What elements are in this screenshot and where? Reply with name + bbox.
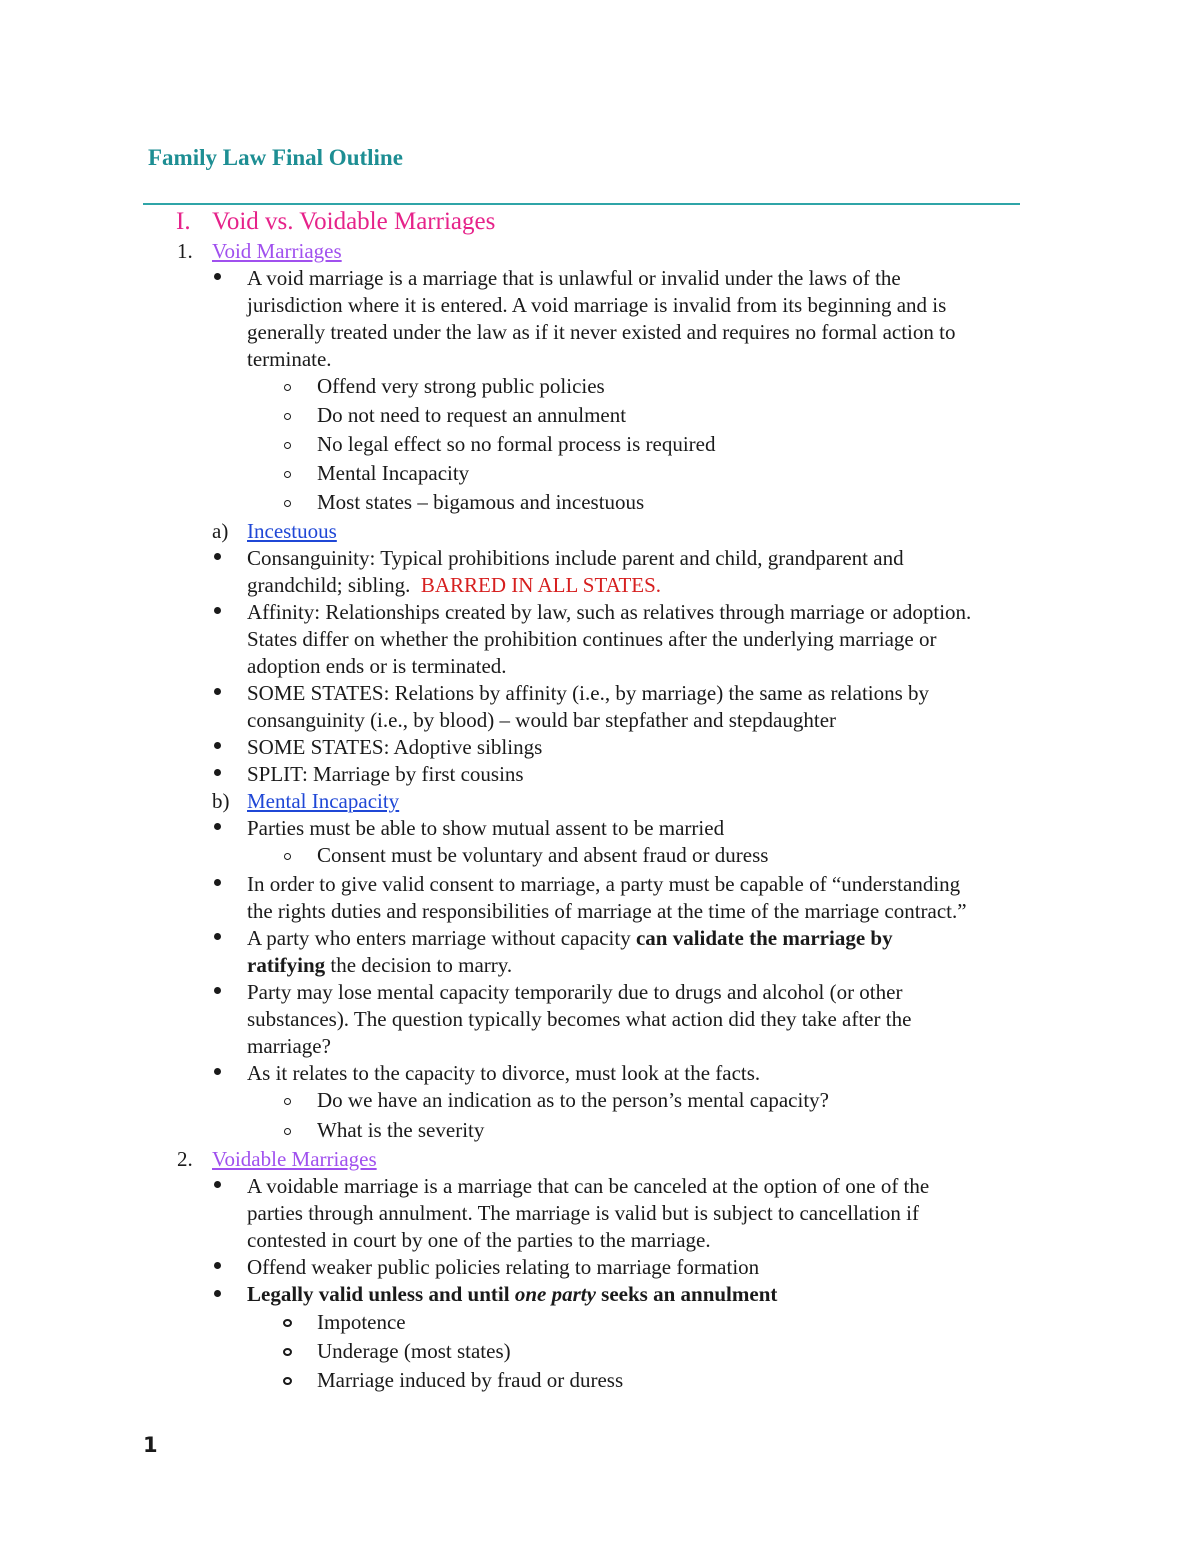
ratify-bold-text: can validate the marriage by bbox=[635, 926, 893, 950]
title-rule bbox=[143, 203, 1020, 205]
circle-bullet-icon bbox=[283, 1319, 292, 1327]
consanguinity-text: grandchild; sibling. bbox=[247, 573, 411, 597]
incestuous-heading-link[interactable]: Incestuous bbox=[247, 519, 337, 543]
mutual-assent-item: Parties must be able to show mutual assent to be married bbox=[247, 816, 725, 840]
mental-heading-link[interactable]: Mental Incapacity bbox=[247, 789, 400, 813]
circle-bullet-icon bbox=[284, 384, 291, 391]
drugs-line: Party may lose mental capacity temporarily due to drugs and alcohol (or other bbox=[247, 980, 903, 1004]
ratify-line bbox=[247, 925, 893, 952]
bullet-icon bbox=[214, 273, 221, 280]
void-sub-item: Offend very strong public policies bbox=[317, 374, 605, 398]
first-cousins-item: SPLIT: Marriage by first cousins bbox=[247, 762, 524, 786]
consanguinity-line: Consanguinity: Typical prohibitions include parent and child, grandparent and bbox=[247, 546, 904, 570]
one-party-text: one party bbox=[514, 1282, 596, 1306]
void-def-line: jurisdiction where it is entered. A void marriage is invalid from its beginning and is bbox=[247, 293, 947, 317]
weaker-policies-item: Offend weaker public policies relating to marriage formation bbox=[247, 1255, 760, 1279]
void-sub-item: Do not need to request an annulment bbox=[317, 403, 627, 427]
circle-bullet-icon bbox=[284, 1128, 291, 1135]
consanguinity-line bbox=[247, 572, 661, 599]
circle-bullet-icon bbox=[284, 413, 291, 420]
consent-sub-item: Consent must be voluntary and absent fraud or duress bbox=[317, 843, 769, 867]
seeks-annulment-text: seeks an annulment bbox=[601, 1282, 778, 1306]
voidable-def-line: contested in court by one of the parties to the marriage. bbox=[247, 1228, 711, 1252]
voidable-def-line: parties through annulment. The marriage is valid but is subject to cancellation if bbox=[247, 1201, 920, 1225]
circle-bullet-icon bbox=[283, 1348, 292, 1356]
void-def-line: generally treated under the law as if it never existed and requires no formal action to bbox=[247, 320, 956, 344]
incestuous-letter: a) bbox=[212, 519, 229, 543]
void-def-line: terminate. bbox=[247, 347, 332, 371]
bullet-icon bbox=[214, 1290, 221, 1297]
void-sub-item: Mental Incapacity bbox=[317, 461, 470, 485]
bullet-icon bbox=[214, 769, 221, 776]
affinity-line: Affinity: Relationships created by law, such as relatives through marriage or adoption. bbox=[247, 600, 972, 624]
void-sub-item: No legal effect so no formal process is required bbox=[317, 432, 716, 456]
ratifying-bold-text: ratifying bbox=[247, 953, 326, 977]
legally-valid-text: Legally valid unless and until bbox=[247, 1282, 510, 1306]
divorce-capacity-item: As it relates to the capacity to divorce, must look at the facts. bbox=[247, 1061, 761, 1085]
bullet-icon bbox=[214, 688, 221, 695]
valid-consent-line: the rights duties and responsibilities of marriage at the time of the marriage contract.” bbox=[247, 899, 967, 923]
divorce-sub-item: Do we have an indication as to the person’s mental capacity? bbox=[317, 1088, 829, 1112]
circle-bullet-icon bbox=[283, 1377, 292, 1385]
bullet-icon bbox=[214, 1262, 221, 1269]
some-states-line: consanguinity (i.e., by blood) – would bar stepfather and stepdaughter bbox=[247, 708, 837, 732]
barred-all-states-note: BARRED IN ALL STATES. bbox=[420, 573, 662, 597]
circle-bullet-icon bbox=[284, 500, 291, 507]
page-number: 1 bbox=[143, 1433, 158, 1457]
legally-valid-item bbox=[247, 1281, 777, 1308]
ratify-line bbox=[247, 952, 512, 979]
adoptive-siblings-item: SOME STATES: Adoptive siblings bbox=[247, 735, 543, 759]
bullet-icon bbox=[214, 553, 221, 560]
some-states-line: SOME STATES: Relations by affinity (i.e., by marriage) the same as relations by bbox=[247, 681, 930, 705]
affinity-line: States differ on whether the prohibition continues after the underlying marriage or bbox=[247, 627, 937, 651]
affinity-line: adoption ends or is terminated. bbox=[247, 654, 507, 678]
section-title: Void vs. Voidable Marriages bbox=[212, 208, 496, 235]
document-title: Family Law Final Outline bbox=[148, 145, 403, 170]
bullet-icon bbox=[214, 1181, 221, 1188]
bullet-icon bbox=[214, 987, 221, 994]
voidable-heading-link[interactable]: Voidable Marriages bbox=[212, 1147, 377, 1171]
section-number: I. bbox=[176, 208, 191, 235]
ratify-tail-text: the decision to marry. bbox=[330, 953, 513, 977]
bullet-icon bbox=[214, 933, 221, 940]
circle-bullet-icon bbox=[284, 442, 291, 449]
bullet-icon bbox=[214, 823, 221, 830]
drugs-line: marriage? bbox=[247, 1034, 331, 1058]
bullet-icon bbox=[214, 1068, 221, 1075]
voidable-def-line: A voidable marriage is a marriage that can be canceled at the option of one of the bbox=[247, 1174, 930, 1198]
circle-bullet-icon bbox=[284, 471, 291, 478]
ratify-text: A party who enters marriage without capacity bbox=[247, 926, 631, 950]
drugs-line: substances). The question typically becomes what action did they take after the bbox=[247, 1007, 912, 1031]
bullet-icon bbox=[214, 879, 221, 886]
voidable-number: 2. bbox=[177, 1147, 193, 1171]
bullet-icon bbox=[214, 607, 221, 614]
divorce-sub-item: What is the severity bbox=[317, 1118, 485, 1142]
voidable-sub-item: Underage (most states) bbox=[317, 1339, 511, 1363]
voidable-sub-item: Marriage induced by fraud or duress bbox=[317, 1368, 624, 1392]
voidable-sub-item: Impotence bbox=[317, 1310, 406, 1334]
void-number: 1. bbox=[177, 239, 193, 263]
void-heading-link[interactable]: Void Marriages bbox=[212, 239, 342, 263]
void-def-line: A void marriage is a marriage that is unlawful or invalid under the laws of the bbox=[247, 266, 901, 290]
void-sub-item: Most states – bigamous and incestuous bbox=[317, 490, 645, 514]
circle-bullet-icon bbox=[284, 853, 291, 860]
valid-consent-line: In order to give valid consent to marriage, a party must be capable of “understanding bbox=[247, 872, 961, 896]
bullet-icon bbox=[214, 742, 221, 749]
circle-bullet-icon bbox=[284, 1098, 291, 1105]
mental-letter: b) bbox=[212, 789, 230, 813]
